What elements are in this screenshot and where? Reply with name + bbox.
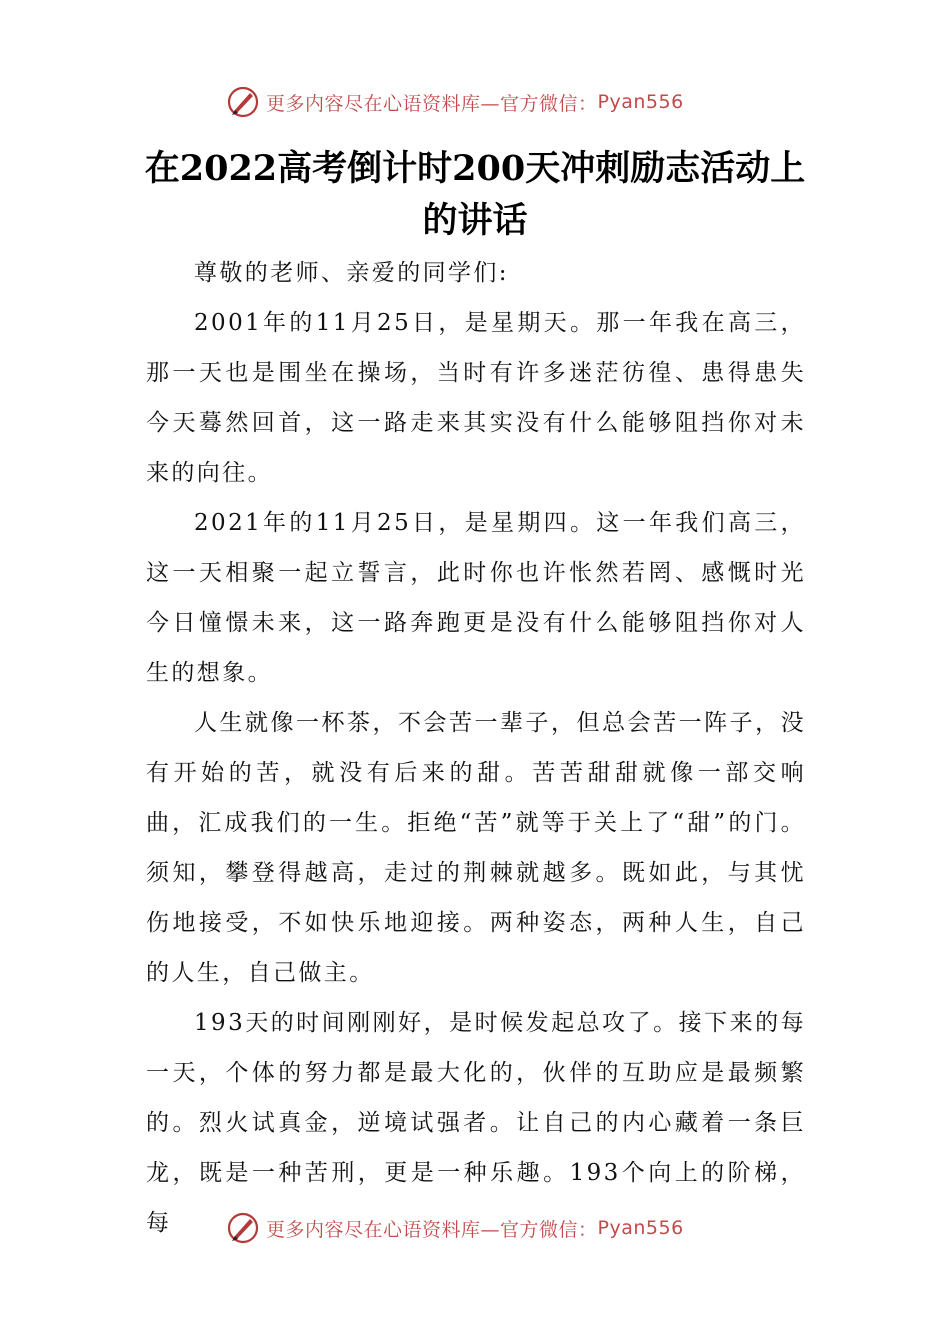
paragraph: 2021年的11月25日，是星期四。这一年我们高三，这一天相聚一起立誓言，此时你也许怅然若罔、感慨时光今日憧憬未来，这一路奔跑更是没有什么能够阻挡你对人生的想象。: [146, 510, 806, 686]
pen-logo-icon: [226, 1211, 260, 1245]
document-title: 在2022高考倒计时200天冲刺励志活动上的讲话: [144, 148, 806, 241]
paragraph: 193天的时间刚刚好，是时候发起总攻了。接下来的每一天，个体的努力都是最大化的，伙伴的互助应是最频繁的。烈火试真金，逆境试强者。让自己的内心藏着一条巨龙，既是一种苦刑，更是一种乐趣。193个向上的阶梯，每: [146, 1010, 806, 1236]
paragraph: 人生就像一杯茶，不会苦一辈子，但总会苦一阵子，没有开始的苦，就没有后来的甜。苦苦甜甜就像一部交响曲，汇成我们的一生。拒绝“苦”就等于关上了“甜”的门。须知，攀登得越高，走过的荆棘就越多。既如此，与其忧伤地接受，不如快乐地迎接。两种姿态，两种人生，自己的人生，自己做主。: [146, 710, 806, 986]
footer-banner: [226, 1208, 684, 1248]
wechat-id: Pyan556: [597, 1217, 684, 1239]
banner-text: 更多内容尽在心语资料库—官方微信：: [266, 92, 598, 115]
wechat-id: Pyan556: [597, 91, 684, 113]
header-banner: [226, 82, 684, 122]
paragraph: 2001年的11月25日，是星期天。那一年我在高三，那一天也是围坐在操场，当时有许多迷茫彷徨、患得患失今天蓦然回首，这一路走来其实没有什么能够阻挡你对未来的向往。: [146, 310, 806, 486]
banner-text: 更多内容尽在心语资料库—官方微信：: [266, 1218, 598, 1241]
document-body: [146, 248, 806, 1248]
paragraph: 尊敬的老师、亲爱的同学们:: [194, 260, 509, 286]
pen-logo-icon: [226, 85, 260, 119]
